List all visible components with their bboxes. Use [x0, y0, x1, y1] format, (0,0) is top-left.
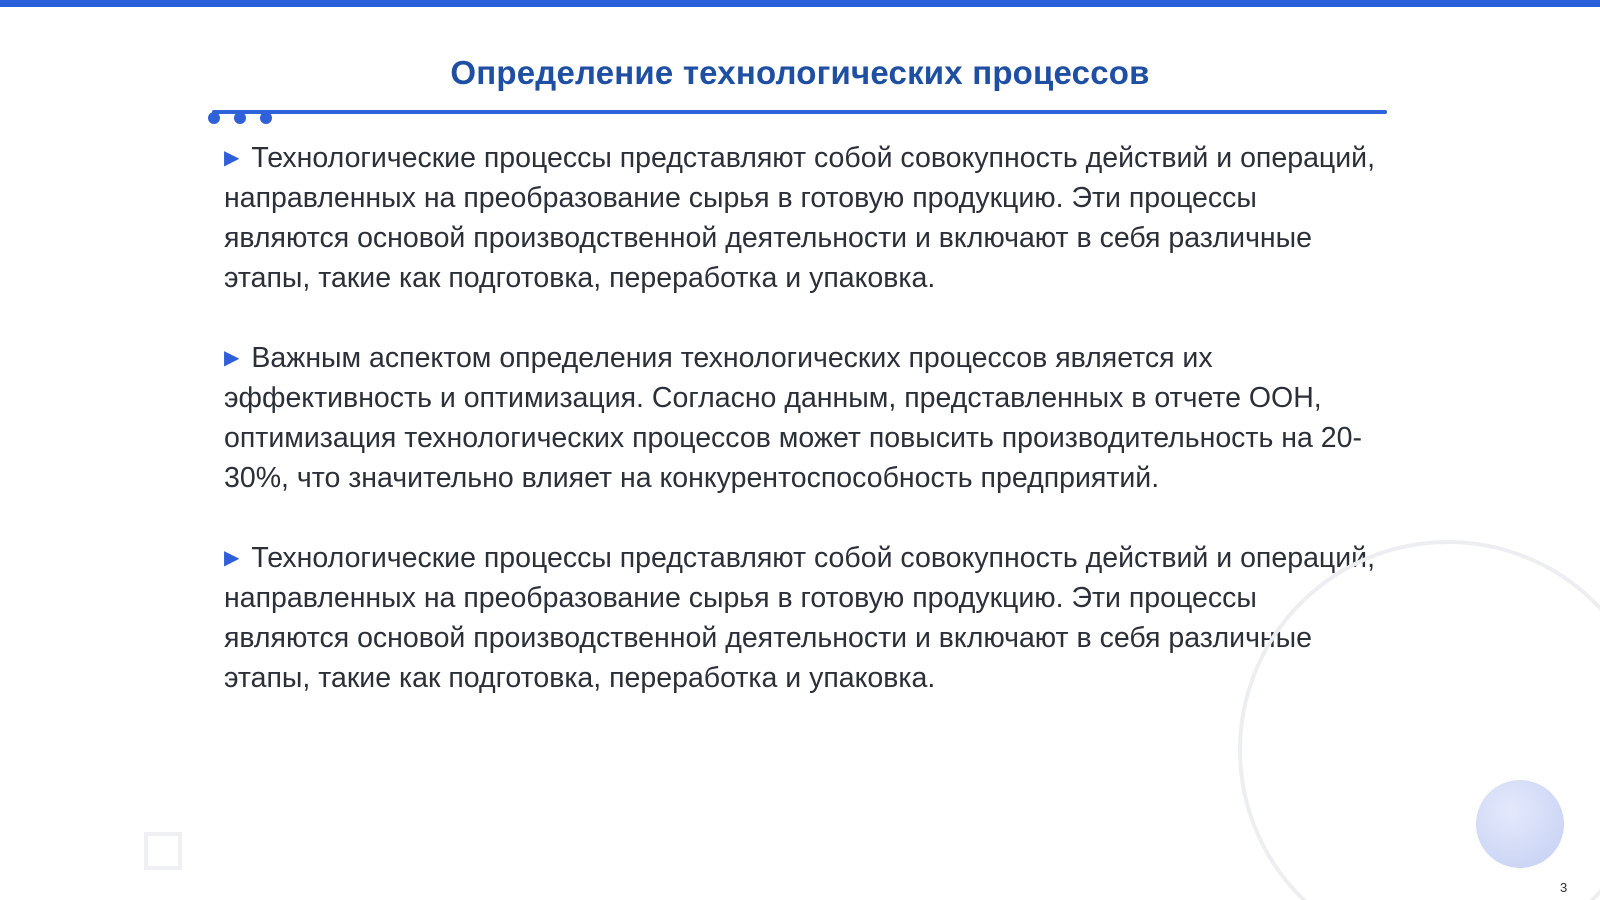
- triangle-right-icon: ▶: [224, 547, 240, 569]
- bullet-item: [224, 538, 1384, 698]
- bullet-item: [224, 138, 1384, 298]
- slide-title: Определение технологических процессов: [450, 54, 1150, 91]
- bullet-text: Технологические процессы представляют собой совокупность действий и операций, направленных на преобразование сырья в готовую продукцию. Эти процессы являются основой производственной деятельности и включают в себя различные этапы, такие как подготовка, переработка и упаковка.: [224, 542, 1375, 694]
- bullet-text: Технологические процессы представляют собой совокупность действий и операций, направленных на преобразование сырья в готовую продукцию. Эти процессы являются основой производственной деятельности и включают в себя различные этапы, такие как подготовка, переработка и упаковка.: [224, 142, 1375, 294]
- page-number: 3: [1560, 880, 1568, 895]
- underline-dot-icon: [208, 112, 220, 124]
- underline-dot-icon: [234, 112, 246, 124]
- bullet-list: [224, 138, 1384, 738]
- bullet-text: Важным аспектом определения технологических процессов является их эффективность и оптимизация. Согласно данным, представленных в отчете ООН, оптимизация технологических процессов может повысить производительность на 20-30%, что значительно влияет на конкурентоспособность предприятий.: [224, 342, 1362, 494]
- decorative-square: [144, 832, 182, 870]
- triangle-right-icon: ▶: [224, 347, 240, 369]
- title-underline: [212, 110, 1387, 114]
- bullet-item: [224, 338, 1384, 498]
- decorative-circle: [1476, 780, 1564, 868]
- underline-dot-icon: [260, 112, 272, 124]
- triangle-right-icon: ▶: [224, 147, 240, 169]
- top-accent-bar: [0, 0, 1600, 7]
